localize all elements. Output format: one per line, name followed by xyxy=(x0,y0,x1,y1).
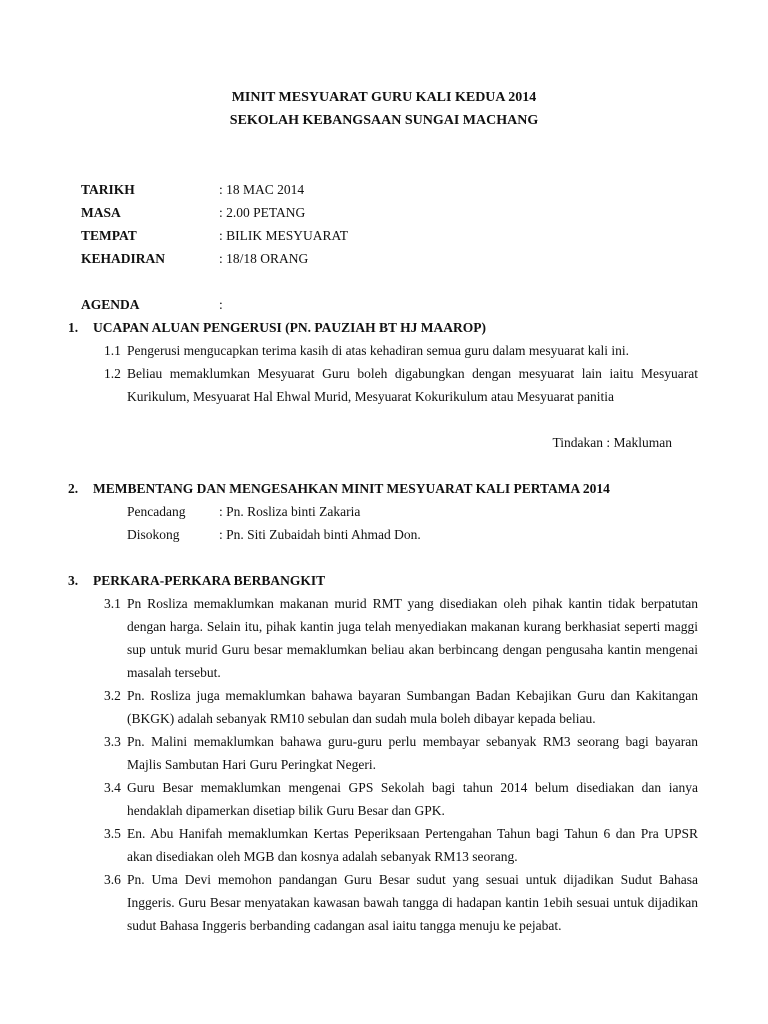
disokong-value: : Pn. Siti Zubaidah binti Ahmad Don. xyxy=(219,527,421,542)
item-text: Pengerusi mengucapkan terima kasih di atas kehadiran semua guru dalam mesyuarat kali ini. xyxy=(127,343,629,358)
kehadiran-value: : 18/18 ORANG xyxy=(219,251,309,266)
item-text: Pn. Uma Devi memohon pandangan Guru Besar sudut yang sesuai untuk dijadikan Sudut Bahasa Inggeris. Guru Besar menyatakan kawasan bawah tangga di hadapan kantin 1ebih sesuai untuk dijadikan sudut Bahasa Inggeris berbanding cadangan asal iaitu tangga menuju ke pejabat. xyxy=(127,872,698,933)
item-3-1 xyxy=(104,592,698,684)
disokong-label: Disokong xyxy=(127,527,180,542)
pencadang-label: Pencadang xyxy=(127,504,186,519)
masa-value: : 2.00 PETANG xyxy=(219,205,306,220)
item-text: Pn Rosliza memaklumkan makanan murid RMT yang disediakan oleh pihak kantin tidak berpatutan dengan harga. Selain itu, pihak kantin juga telah menyediakan makanan kurang berkhasiat seperti maggi sup untuk murid Guru besar memaklumkan beliau akan berbincang dengan pengusaha kantin mengenai masalah tersebut. xyxy=(127,596,698,680)
item-3-2 xyxy=(104,684,698,730)
tarikh-label: TARIKH xyxy=(81,182,135,197)
kehadiran-label: KEHADIRAN xyxy=(81,251,166,266)
tempat-label: TEMPAT xyxy=(81,228,137,243)
item-text: Guru Besar memaklumkan mengenai GPS Sekolah bagi tahun 2014 belum disediakan dan ianya hendaklah dipamerkan disetiap bilik Guru Besar dan GPK. xyxy=(127,780,698,818)
masa-label: MASA xyxy=(81,205,121,220)
item-number: 3.5 xyxy=(104,826,121,841)
item-3-5 xyxy=(104,822,698,868)
item-text: Pn. Malini memaklumkan bahawa guru-guru perlu membayar sebanyak RM3 seorang bagi bayaran Majlis Sambutan Hari Guru Peringkat Negeri. xyxy=(127,734,698,772)
section-2-number: 2. xyxy=(68,481,79,496)
section-2-title: MEMBENTANG DAN MENGESAHKAN MINIT MESYUARAT KALI PERTAMA 2014 xyxy=(93,481,610,496)
tempat-value: : BILIK MESYUARAT xyxy=(219,228,349,243)
document-title: MINIT MESYUARAT GURU KALI KEDUA 2014 xyxy=(231,90,537,105)
item-number: 3.6 xyxy=(104,872,121,887)
school-name: SEKOLAH KEBANGSAAN SUNGAI MACHANG xyxy=(229,113,539,128)
section-1-title: UCAPAN ALUAN PENGERUSI (PN. PAUZIAH BT HJ MAAROP) xyxy=(93,320,487,335)
item-text: Pn. Rosliza juga memaklumkan bahawa bayaran Sumbangan Badan Kebajikan Guru dan Kakitangan (BKGK) adalah sebanyak RM10 sebulan dan sudah mula boleh dibayar kepada beliau. xyxy=(127,688,698,726)
item-number: 3.1 xyxy=(104,596,121,611)
item-number: 1.1 xyxy=(104,343,121,358)
item-number: 3.4 xyxy=(104,780,121,795)
item-1-2 xyxy=(104,362,698,408)
item-number: 3.2 xyxy=(104,688,121,703)
section-3-number: 3. xyxy=(68,573,79,588)
item-text: Beliau memaklumkan Mesyuarat Guru boleh digabungkan dengan mesyuarat lain iaitu Mesyuarat Kurikulum, Mesyuarat Hal Ehwal Murid, Mesyuarat Kokurikulum atau Mesyuarat panitia xyxy=(127,366,698,404)
item-number: 1.2 xyxy=(104,366,121,381)
tarikh-value: : 18 MAC 2014 xyxy=(219,182,305,197)
pencadang-value: : Pn. Rosliza binti Zakaria xyxy=(219,504,361,519)
item-3-4 xyxy=(104,776,698,822)
section-3-title: PERKARA-PERKARA BERBANGKIT xyxy=(93,573,326,588)
item-3-3 xyxy=(104,730,698,776)
section-1-number: 1. xyxy=(68,320,79,335)
agenda-value: : xyxy=(219,297,223,312)
item-3-6 xyxy=(104,868,698,937)
item-number: 3.3 xyxy=(104,734,121,749)
item-1-1 xyxy=(104,339,698,362)
agenda-label: AGENDA xyxy=(81,297,140,312)
tindakan-note: Tindakan : Makluman xyxy=(552,435,672,450)
item-text: En. Abu Hanifah memaklumkan Kertas Peperiksaan Pertengahan Tahun bagi Tahun 6 dan Pra UPSR akan disediakan oleh MGB dan kosnya adalah sebanyak RM13 seorang. xyxy=(127,826,698,864)
